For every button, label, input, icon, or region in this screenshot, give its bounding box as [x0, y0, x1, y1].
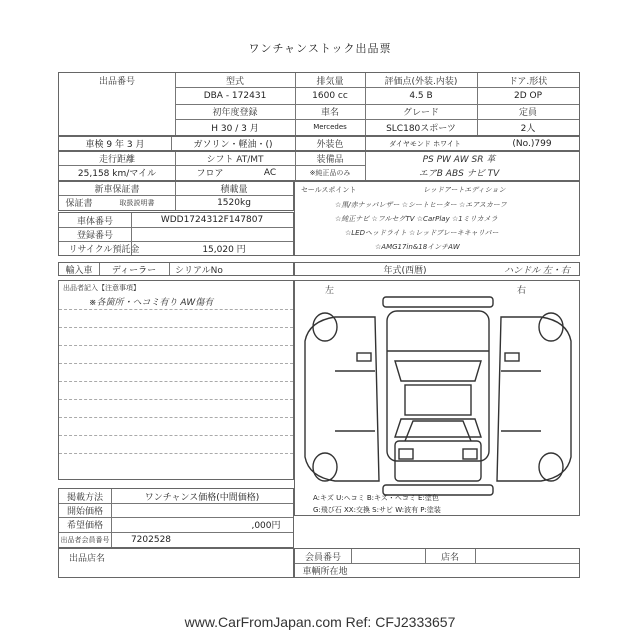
door-label: ドア.形状 — [508, 76, 548, 87]
make-label: 車名 — [320, 108, 339, 118]
door-value: 2D OP — [513, 90, 543, 101]
equipment-items-2: エアB ABS ナビ TV — [418, 169, 500, 179]
sales-point-line-3: ☆LEDヘッドライト ☆レッドブレーキキャリパー — [345, 229, 499, 237]
load-value: 1520kg — [217, 197, 251, 208]
first-registration-label: 初年度登録 — [212, 108, 258, 118]
chassis-label: 車体番号 — [76, 216, 113, 227]
chassis-block — [58, 212, 294, 256]
color-number: (No.)799 — [512, 138, 552, 149]
store-name-label: 出品店名 — [69, 554, 106, 564]
damage-legend-1: A:キズ U:ヘコミ B:キズ・ヘコミ E:塗色 — [313, 494, 439, 502]
displacement-value: 1600 cc — [312, 90, 348, 101]
mileage-row — [58, 151, 580, 181]
mileage-value: 25,158 km/マイル — [77, 169, 157, 179]
sales-point-line-1: ☆黒/赤ナッパレザー ☆シートヒーター ☆エアスカーフ — [335, 201, 507, 209]
score-label: 評価点(外装.内装) — [384, 76, 458, 87]
recycle-label: リサイクル預託金 — [68, 244, 140, 255]
sales-point-label: セールスポイント — [301, 186, 357, 194]
sale-method-label: 掲載方法 — [66, 492, 103, 503]
equipment-items-1: PS PW AW SR 革 — [422, 155, 496, 165]
damage-legend-2: G:飛び石 XX:交換 S:サビ W:波有 P:塗装 — [313, 506, 441, 514]
car-diagram-block — [294, 280, 580, 516]
start-price-label: 開始価格 — [66, 506, 103, 517]
sales-point-block — [294, 181, 580, 256]
store-block — [58, 548, 294, 578]
displacement-label: 排気量 — [316, 76, 344, 87]
notes-text: ※各箇所・ヘコミ有り AW傷有 — [89, 298, 214, 308]
equipment-label: 装備品 — [316, 155, 344, 165]
genuine-only-label: ※純正品のみ — [309, 168, 351, 177]
warranty-label: 保証書 — [65, 199, 93, 209]
import-label: 輸入車 — [65, 265, 93, 275]
color-value: ダイヤモンド ホワイト — [389, 139, 461, 148]
car-outline-diagram — [295, 281, 581, 517]
model-label: 型式 — [225, 76, 244, 87]
capacity-value: 2人 — [520, 123, 536, 134]
score-value: 4.5 B — [409, 90, 433, 101]
dealer-value: ディーラー — [111, 265, 157, 275]
ac-value: AC — [263, 167, 277, 178]
reserve-price-label: 希望価格 — [66, 521, 103, 531]
first-registration-value: H 30 / 3 月 — [211, 123, 259, 134]
lot-number-label: 出品番号 — [98, 76, 135, 87]
load-label: 積載量 — [220, 185, 248, 195]
notes-block — [58, 280, 294, 480]
shift-label: シフト AT/MT — [206, 155, 264, 165]
import-row — [58, 262, 294, 276]
color-label: 外装色 — [316, 140, 344, 150]
handle-side: ハンドル 左・右 — [504, 265, 570, 275]
grade-value: SLC180スポーツ — [386, 123, 456, 134]
member-no-label: 会員番号 — [304, 552, 341, 563]
warranty-block — [58, 181, 294, 211]
member-number-value: 7202528 — [130, 534, 172, 545]
diagram-left-label: 左 — [325, 286, 335, 296]
member-number-label: 出品者会員番号 — [60, 535, 110, 544]
fuel-type: ガソリン・軽油・() — [193, 140, 273, 150]
chassis-value: WDD1724312F147807 — [160, 215, 264, 225]
grade-label: グレード — [402, 108, 439, 118]
recycle-value: 15,020 円 — [202, 244, 246, 255]
mileage-label: 走行距離 — [98, 155, 135, 165]
member-store-block — [294, 548, 580, 578]
year-row — [294, 262, 580, 276]
reserve-price-suffix: ,000円 — [251, 521, 281, 531]
sales-point-heading: レッドアートエディション — [423, 186, 506, 194]
inspection-row — [58, 136, 580, 151]
model-value: DBA - 172431 — [203, 90, 267, 101]
diagram-right-label: 右 — [517, 286, 527, 296]
registration-number-label: 登録番号 — [76, 230, 113, 241]
sale-method-value: ワンチャンス価格(中間価格) — [144, 492, 260, 503]
header-grid — [58, 72, 580, 136]
serial-label: シリアルNo — [175, 265, 223, 275]
store-label: 店名 — [440, 552, 459, 563]
price-block — [58, 488, 294, 548]
manual-label: 取扱説明書 — [119, 198, 155, 207]
footer-watermark: www.CarFromJapan.com Ref: CFJ2333657 — [184, 614, 456, 630]
new-car-warranty-label: 新車保証書 — [94, 185, 140, 195]
inspection-expiry: 車検 9 年 3 月 — [85, 140, 145, 150]
vehicle-location-label: 車輌所在地 — [302, 566, 348, 577]
model-year-label: 年式(西暦) — [383, 265, 427, 275]
capacity-label: 定員 — [518, 108, 537, 118]
sales-point-line-2: ☆純正ナビ ☆フルセグTV ☆CarPlay ☆1ミリカメラ — [335, 215, 498, 223]
shift-value: フロア — [196, 169, 224, 179]
make-value: Mercedes — [313, 123, 347, 131]
sheet-title: ワンチャンストック出品票 — [248, 42, 392, 55]
sales-point-line-4: ☆AMG17in&18インチAW — [375, 243, 460, 251]
notes-label: 出品者記入【注意事項】 — [63, 284, 140, 292]
